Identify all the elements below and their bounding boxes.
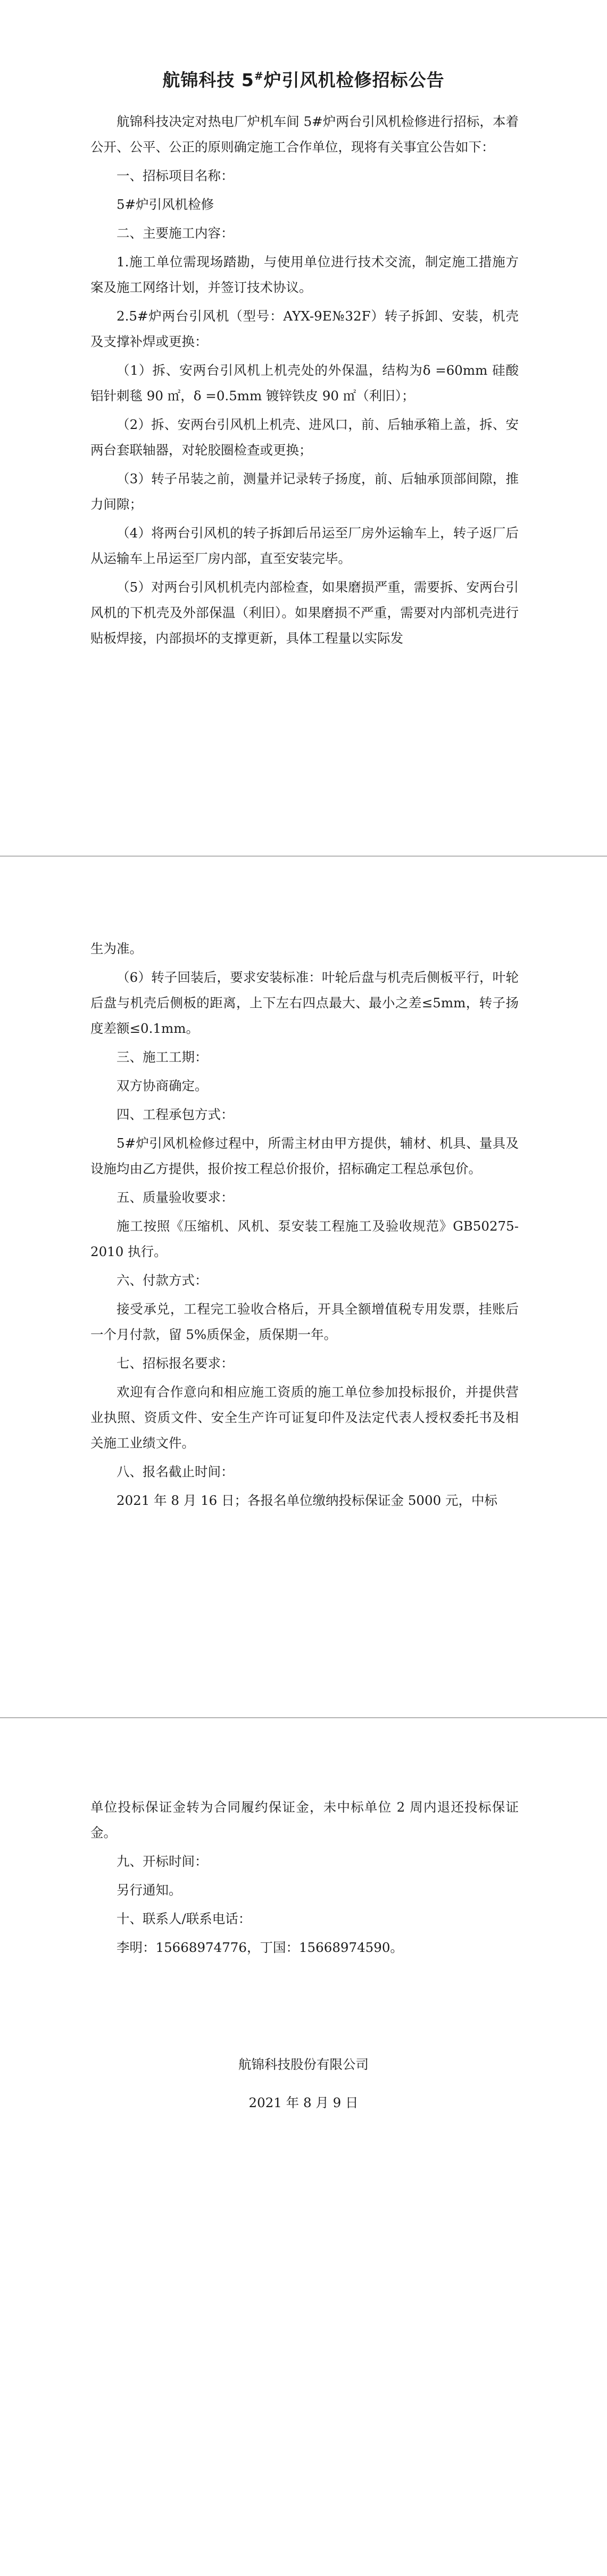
- page-2-body: [90, 936, 519, 1517]
- signature-date: 2021 年 8 月 9 日: [248, 2095, 359, 2110]
- paragraph: 2021 年 8 月 16 日；各报名单位缴纳投标保证金 5000 元，中标: [117, 1493, 497, 1508]
- section-heading: 五、质量验收要求：: [117, 1190, 234, 1205]
- paragraph: 1.施工单位需现场踏勘，与使用单位进行技术交流，制定施工措施方案及施工网络计划，并签订技术协议。: [90, 254, 519, 295]
- title-prefix: 航锦科技 5: [162, 70, 254, 90]
- paragraph: 双方协商确定。: [117, 1078, 208, 1093]
- contact-line: 李明：15668974776，丁国：15668974590。: [117, 1940, 403, 1955]
- paragraph: 2.5#炉两台引风机（型号：AYX-9E№32F）转子拆卸、安装，机壳及支撑补焊或更换：: [90, 308, 519, 349]
- title-superscript: #: [254, 70, 264, 82]
- paragraph-continuation: 生为准。: [90, 941, 143, 956]
- page-title: [0, 63, 607, 94]
- signature-company: 航锦科技股份有限公司: [238, 2057, 369, 2072]
- paragraph: （4）将两台引风机的转子拆卸后吊运至厂房外运输车上，转子返厂后从运输车上吊运至厂房内部，直至安装完毕。: [90, 525, 519, 566]
- page-1-body: [90, 109, 519, 654]
- paragraph: 5#炉引风机检修过程中，所需主材由甲方提供，辅材、机具、量具及设施均由乙方提供，报价按工程总价报价，招标确定工程总承包价。: [90, 1135, 519, 1176]
- section-heading: 六、付款方式：: [117, 1273, 208, 1288]
- page-2: [0, 856, 607, 1718]
- section-heading: 十、联系人/联系电话：: [117, 1911, 252, 1926]
- section-heading: 九、开标时间：: [117, 1854, 208, 1869]
- paragraph: 航锦科技决定对热电厂炉机车间 5#炉两台引风机检修进行招标，本着公开、公平、公正的原则确定施工合作单位，现将有关事宜公告如下：: [90, 114, 519, 155]
- page-3: [0, 1718, 607, 2576]
- section-heading: 一、招标项目名称：: [117, 168, 234, 183]
- paragraph: 5#炉引风机检修: [117, 197, 214, 212]
- section-heading: 二、主要施工内容：: [117, 225, 234, 241]
- paragraph: （5）对两台引风机机壳内部检查，如果磨损严重，需要拆、安两台引风机的下机壳及外部保温（利旧）。如果磨损不严重，需要对内部机壳进行贴板焊接，内部损坏的支撑更新，具体工程量以实际发: [90, 579, 519, 646]
- paragraph: （6）转子回装后，要求安装标准：叶轮后盘与机壳后侧板平行，叶轮后盘与机壳后侧板的距离，上下左右四点最大、最小之差≤5mm，转子扬度差额≤0.1mm。: [90, 970, 519, 1036]
- paragraph: （3）转子吊装之前，测量并记录转子扬度，前、后轴承顶部间隙，推力间隙；: [90, 471, 519, 512]
- paragraph-continuation: 单位投标保证金转为合同履约保证金，未中标单位 2 周内退还投标保证金。: [90, 1799, 519, 1840]
- paragraph: 施工按照《压缩机、风机、泵安装工程施工及验收规范》GB50275-2010 执行。: [90, 1218, 519, 1259]
- paragraph: 欢迎有合作意向和相应施工资质的施工单位参加投标报价，并提供营业执照、资质文件、安全生产许可证复印件及法定代表人授权委托书及相关施工业绩文件。: [90, 1384, 519, 1451]
- section-heading: 四、工程承包方式：: [117, 1107, 234, 1122]
- paragraph: 接受承兑，工程完工验收合格后，开具全额增值税专用发票，挂账后一个月付款，留 5%质保金，质保期一年。: [90, 1301, 519, 1342]
- section-heading: 七、招标报名要求：: [117, 1356, 234, 1371]
- section-heading: 八、报名截止时间：: [117, 1464, 234, 1479]
- page-3-body: [90, 1795, 519, 1964]
- title-suffix: 炉引风机检修招标公告: [263, 70, 445, 90]
- paragraph: （2）拆、安两台引风机上机壳、进风口，前、后轴承箱上盖，拆、安两台套联轴器，对轮胶圈检查或更换；: [90, 417, 519, 458]
- page-1: [0, 0, 607, 856]
- section-heading: 三、施工工期：: [117, 1049, 208, 1065]
- paragraph: （1）拆、安两台引风机上机壳处的外保温，结构为δ =60mm 硅酸铝针刺毯 90 ㎡，δ =0.5mm 镀锌铁皮 90 ㎡（利旧）；: [90, 363, 519, 403]
- paragraph: 另行通知。: [117, 1882, 182, 1898]
